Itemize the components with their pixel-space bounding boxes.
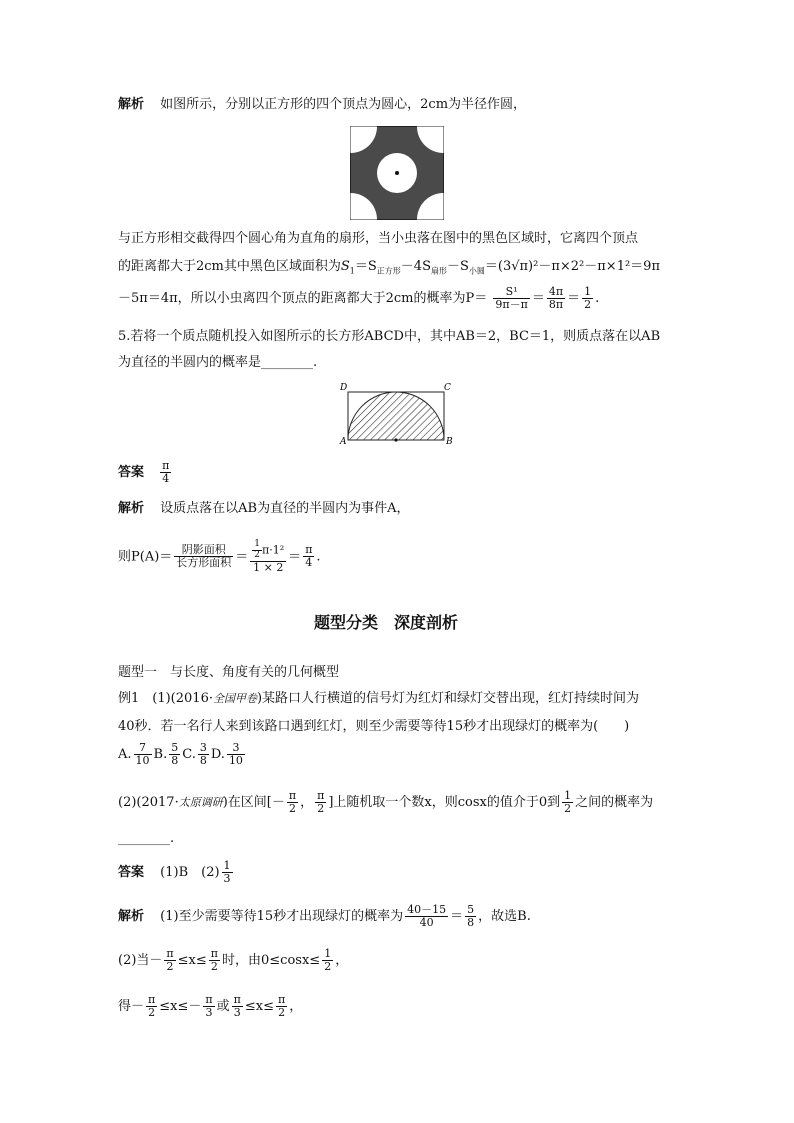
fraction: [160, 460, 171, 485]
answer-label: 答案: [118, 465, 145, 481]
text-seg: π·1²: [262, 543, 285, 557]
section-title: 题型分类 深度剖析: [314, 613, 459, 632]
solution-text: 设质点落在以AB为直径的半圆内为事件A，: [160, 501, 410, 516]
numerator: 1: [254, 539, 261, 549]
denominator: 4: [162, 472, 170, 486]
vertex-A: A: [340, 437, 347, 446]
text-seg: .: [595, 291, 600, 307]
denominator: 40: [419, 916, 434, 930]
solution-5-line-1: [118, 502, 410, 516]
numerator: 1: [584, 285, 592, 298]
numerator: 4π: [548, 285, 564, 298]
denominator: 9π－π: [495, 298, 528, 312]
solution-6-line-2: [118, 948, 348, 973]
numerator: π: [148, 993, 156, 1006]
answer-line-1: [118, 460, 173, 485]
denominator: 2: [166, 960, 174, 974]
text-seg: ，: [300, 795, 314, 811]
text-seg: )在区间[－: [222, 795, 285, 811]
numerator: π: [277, 993, 286, 1006]
text-seg: ＝: [235, 549, 249, 565]
text-seg: ＝(3√π)²－π×2²－π×1²＝9π: [484, 259, 660, 274]
text-seg: 或: [216, 999, 230, 1015]
denominator: 8: [199, 754, 207, 768]
text-seg: (2)(2017·: [118, 795, 179, 811]
denominator: 8π: [548, 298, 564, 312]
vertex-D: D: [340, 383, 348, 393]
denominator: 2: [584, 298, 592, 312]
text-seg: (1)B (2): [160, 865, 220, 881]
numerator: 7: [134, 742, 152, 755]
fraction: [174, 544, 233, 569]
text-seg: －S: [446, 259, 469, 274]
text-seg: 时，由0≤cosx≤: [222, 953, 321, 969]
denominator: 2: [288, 802, 296, 816]
solution-line-4: [118, 286, 599, 311]
example-1-part-2: [118, 790, 653, 815]
numerator: 1: [564, 789, 572, 802]
denominator: 2: [317, 802, 325, 816]
text-seg: 小圆: [468, 266, 485, 276]
text-seg: (1)至少需要等待15秒才出现绿灯的概率为: [160, 909, 404, 925]
fraction: [209, 948, 220, 973]
text-seg: ≤x≤: [244, 999, 274, 1015]
fraction: [250, 540, 286, 574]
text-seg: 正方形: [376, 266, 401, 276]
fraction: [287, 790, 298, 815]
answer-blank: ________.: [118, 831, 175, 846]
text-seg: ≤x≤: [177, 953, 207, 969]
text-seg: ，: [335, 953, 349, 969]
solution-label: 解析: [118, 97, 145, 112]
option-c-label: C.: [182, 747, 196, 763]
numerator: π: [166, 947, 174, 960]
denominator: 8: [171, 754, 179, 768]
option-b-label: B.: [153, 747, 168, 763]
numerator: 40－15: [407, 903, 447, 916]
denominator: 4: [305, 556, 313, 570]
numerator: π: [205, 993, 213, 1006]
answer-label: 答案: [118, 865, 145, 881]
option-a-label: A.: [118, 747, 132, 763]
text-seg: ≤x≤－: [159, 999, 202, 1015]
vertex-C: C: [444, 383, 451, 393]
fraction: [562, 790, 573, 815]
square-quarter-circles-figure: [350, 126, 444, 220]
text-seg: ，故选B.: [478, 909, 531, 925]
denominator: 2: [254, 549, 261, 560]
solution-text: 如图所示，分别以正方形的四个顶点为圆心，2cm为半径作圆，: [160, 97, 527, 112]
numerator: π: [210, 947, 219, 960]
solution-line-1: [118, 98, 526, 112]
text-seg: 1: [349, 266, 355, 276]
text-seg: ＝: [531, 291, 545, 307]
fraction: [146, 994, 157, 1019]
denominator: 2: [324, 960, 332, 974]
solution-6-line-3: [118, 994, 302, 1019]
fraction: [315, 790, 326, 815]
numerator: [250, 540, 286, 562]
option-d-label: D.: [210, 747, 225, 763]
type-heading: 题型一 与长度、角度有关的几何概型: [118, 665, 340, 680]
text-seg: －4S: [400, 259, 431, 274]
denominator: 10: [228, 754, 243, 768]
denominator: 2: [564, 802, 572, 816]
fraction: [222, 860, 233, 885]
text-seg: 则P(A)＝: [118, 549, 173, 565]
numerator: 5: [467, 903, 475, 916]
text-seg: 例1 (1)(2016·: [118, 691, 213, 706]
numerator: 1: [324, 947, 332, 960]
numerator: π: [162, 459, 170, 472]
numerator: 3: [199, 741, 207, 754]
numerator: 1: [223, 859, 231, 872]
text-seg: 之间的概率为: [575, 795, 654, 811]
text-seg: ]上随机取一个数x，则cosx的值介于0到: [328, 795, 561, 811]
text-seg: .: [316, 549, 321, 565]
fraction: [164, 948, 175, 973]
fraction: [276, 994, 287, 1019]
denominator: 3: [205, 1006, 213, 1020]
solution-line-2: 与正方形相交截得四个圆心角为直角的扇形，当小虫落在图中的黑色区域时，它离四个顶点: [118, 231, 639, 246]
denominator: 3: [233, 1006, 241, 1020]
fraction: [582, 286, 593, 311]
denominator: 10: [135, 754, 150, 768]
numerator: π: [233, 993, 241, 1006]
text-seg: ＝: [450, 909, 464, 925]
options-line: [118, 742, 247, 767]
text-seg: 全国甲卷: [212, 692, 257, 705]
numerator: π: [288, 789, 297, 802]
answer-line-2: [118, 860, 235, 885]
text-seg: ＝: [567, 291, 581, 307]
text-seg: 太原调研: [178, 796, 223, 810]
denominator: 2: [210, 960, 218, 974]
fraction: [169, 742, 180, 767]
fraction: [203, 994, 214, 1019]
denominator: 2: [148, 1006, 156, 1020]
text-seg: 的距离都大于2cm其中黑色区域面积为: [118, 259, 341, 274]
text-seg: S: [340, 259, 350, 274]
numerator: S¹: [493, 286, 529, 299]
solution-line-3: [118, 260, 660, 276]
text-seg: ，: [289, 999, 303, 1015]
example-1-line-2: 40秒．若一名行人来到该路口遇到红灯，则至少需要等待15秒才出现绿灯的概率为( ): [118, 719, 630, 734]
text-seg: 得－: [118, 999, 145, 1015]
numerator: π: [317, 789, 325, 802]
fraction: [465, 904, 476, 929]
fraction: [493, 286, 529, 311]
text-seg: ＝: [288, 549, 302, 565]
text-seg: (2)当－: [118, 953, 163, 969]
rectangle-semicircle-figure: [338, 380, 460, 446]
fraction: [405, 904, 448, 929]
denominator: 2: [278, 1006, 286, 1020]
text-seg: 扇形: [430, 266, 447, 276]
numerator: 3: [227, 742, 245, 755]
fraction: [547, 286, 565, 311]
fraction: [252, 540, 262, 561]
fraction: [303, 544, 314, 569]
text-seg: ＝S: [354, 259, 377, 274]
numerator: 5: [171, 741, 179, 754]
text-seg: )某路口人行横道的信号灯为红灯和绿灯交替出现，红灯持续时间为: [256, 691, 640, 706]
question-5-line-1: 5.若将一个质点随机投入如图所示的长方形ABCD中，其中AB＝2，BC＝1，则质点落在以AB: [118, 329, 661, 344]
question-5-line-2: 为直径的半圆内的概率是________.: [118, 355, 318, 370]
denominator: 3: [223, 872, 231, 886]
fraction: [227, 742, 245, 767]
vertex-B: B: [446, 437, 453, 446]
numerator: 阴影面积: [174, 544, 233, 557]
fraction: [134, 742, 152, 767]
solution-6-line-1: [118, 904, 531, 929]
numerator: π: [305, 543, 313, 557]
example-1-line-1: [118, 692, 639, 706]
denominator: 长方形面积: [176, 556, 232, 570]
solution-label: 解析: [118, 501, 145, 516]
text-seg: －5π＝4π，所以小虫离四个顶点的距离都大于2cm的概率为P＝: [118, 291, 488, 307]
probability-formula: [118, 540, 321, 574]
fraction: [322, 948, 333, 973]
fraction: [232, 994, 243, 1019]
solution-label: 解析: [118, 909, 145, 925]
denominator: 8: [467, 916, 475, 930]
fraction: [198, 742, 209, 767]
denominator: 1 × 2: [253, 560, 284, 574]
